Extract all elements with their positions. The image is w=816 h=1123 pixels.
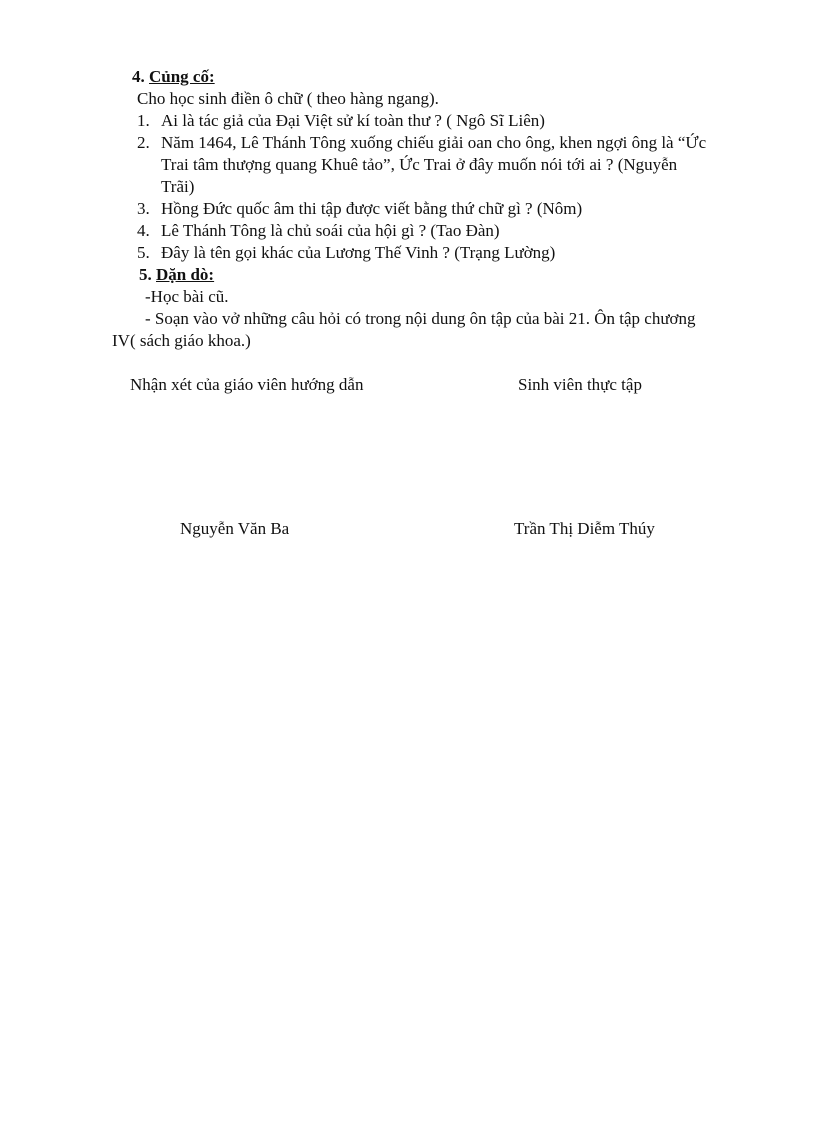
list-item: Hồng Đức quốc âm thi tập được viết bằng thứ chữ gì ? (Nôm) <box>161 199 583 218</box>
supervisor-comment-label: Nhận xét của giáo viên hướng dẫn <box>130 375 364 394</box>
section-5-line-2: - Soạn vào vở những câu hỏi có trong nội dung ôn tập của bài 21. Ôn tập chương <box>145 309 696 328</box>
section-4-title: Củng cố: <box>149 67 215 86</box>
intern-label: Sinh viên thực tập <box>518 375 642 394</box>
section-4-intro: Cho học sinh điền ô chữ ( theo hàng ngang). <box>137 89 439 108</box>
list-item-number: 2. <box>137 133 150 152</box>
list-item: Lê Thánh Tông là chủ soái của hội gì ? (Tao Đàn) <box>161 221 500 240</box>
section-5-line-3: IV( sách giáo khoa.) <box>112 331 251 350</box>
intern-name: Trần Thị Diễm Thúy <box>514 519 655 538</box>
section-5-number: 5. <box>139 265 152 284</box>
list-item-number: 3. <box>137 199 150 218</box>
list-item: Ai là tác giả của Đại Việt sử kí toàn thư ? ( Ngô Sĩ Liên) <box>161 111 545 130</box>
list-item-number: 1. <box>137 111 150 130</box>
section-5-title: Dặn dò: <box>156 265 215 284</box>
list-item-continuation: Trai tâm thượng quang Khuê tảo”, Ức Trai ở đây muốn nói tới ai ? (Nguyễn <box>161 155 678 174</box>
section-4-heading <box>132 66 215 88</box>
section-5-heading <box>139 264 214 286</box>
supervisor-name: Nguyễn Văn Ba <box>180 519 290 538</box>
list-item: Năm 1464, Lê Thánh Tông xuống chiếu giải oan cho ông, khen ngợi ông là “Ức <box>161 133 707 152</box>
list-item-number: 4. <box>137 221 150 240</box>
list-item-continuation: Trãi) <box>161 177 195 196</box>
list-item: Đây là tên gọi khác của Lương Thế Vinh ? (Trạng Lường) <box>161 243 556 262</box>
section-5-line-1: -Học bài cũ. <box>145 287 229 306</box>
list-item-number: 5. <box>137 243 150 262</box>
section-4-number: 4. <box>132 67 145 86</box>
